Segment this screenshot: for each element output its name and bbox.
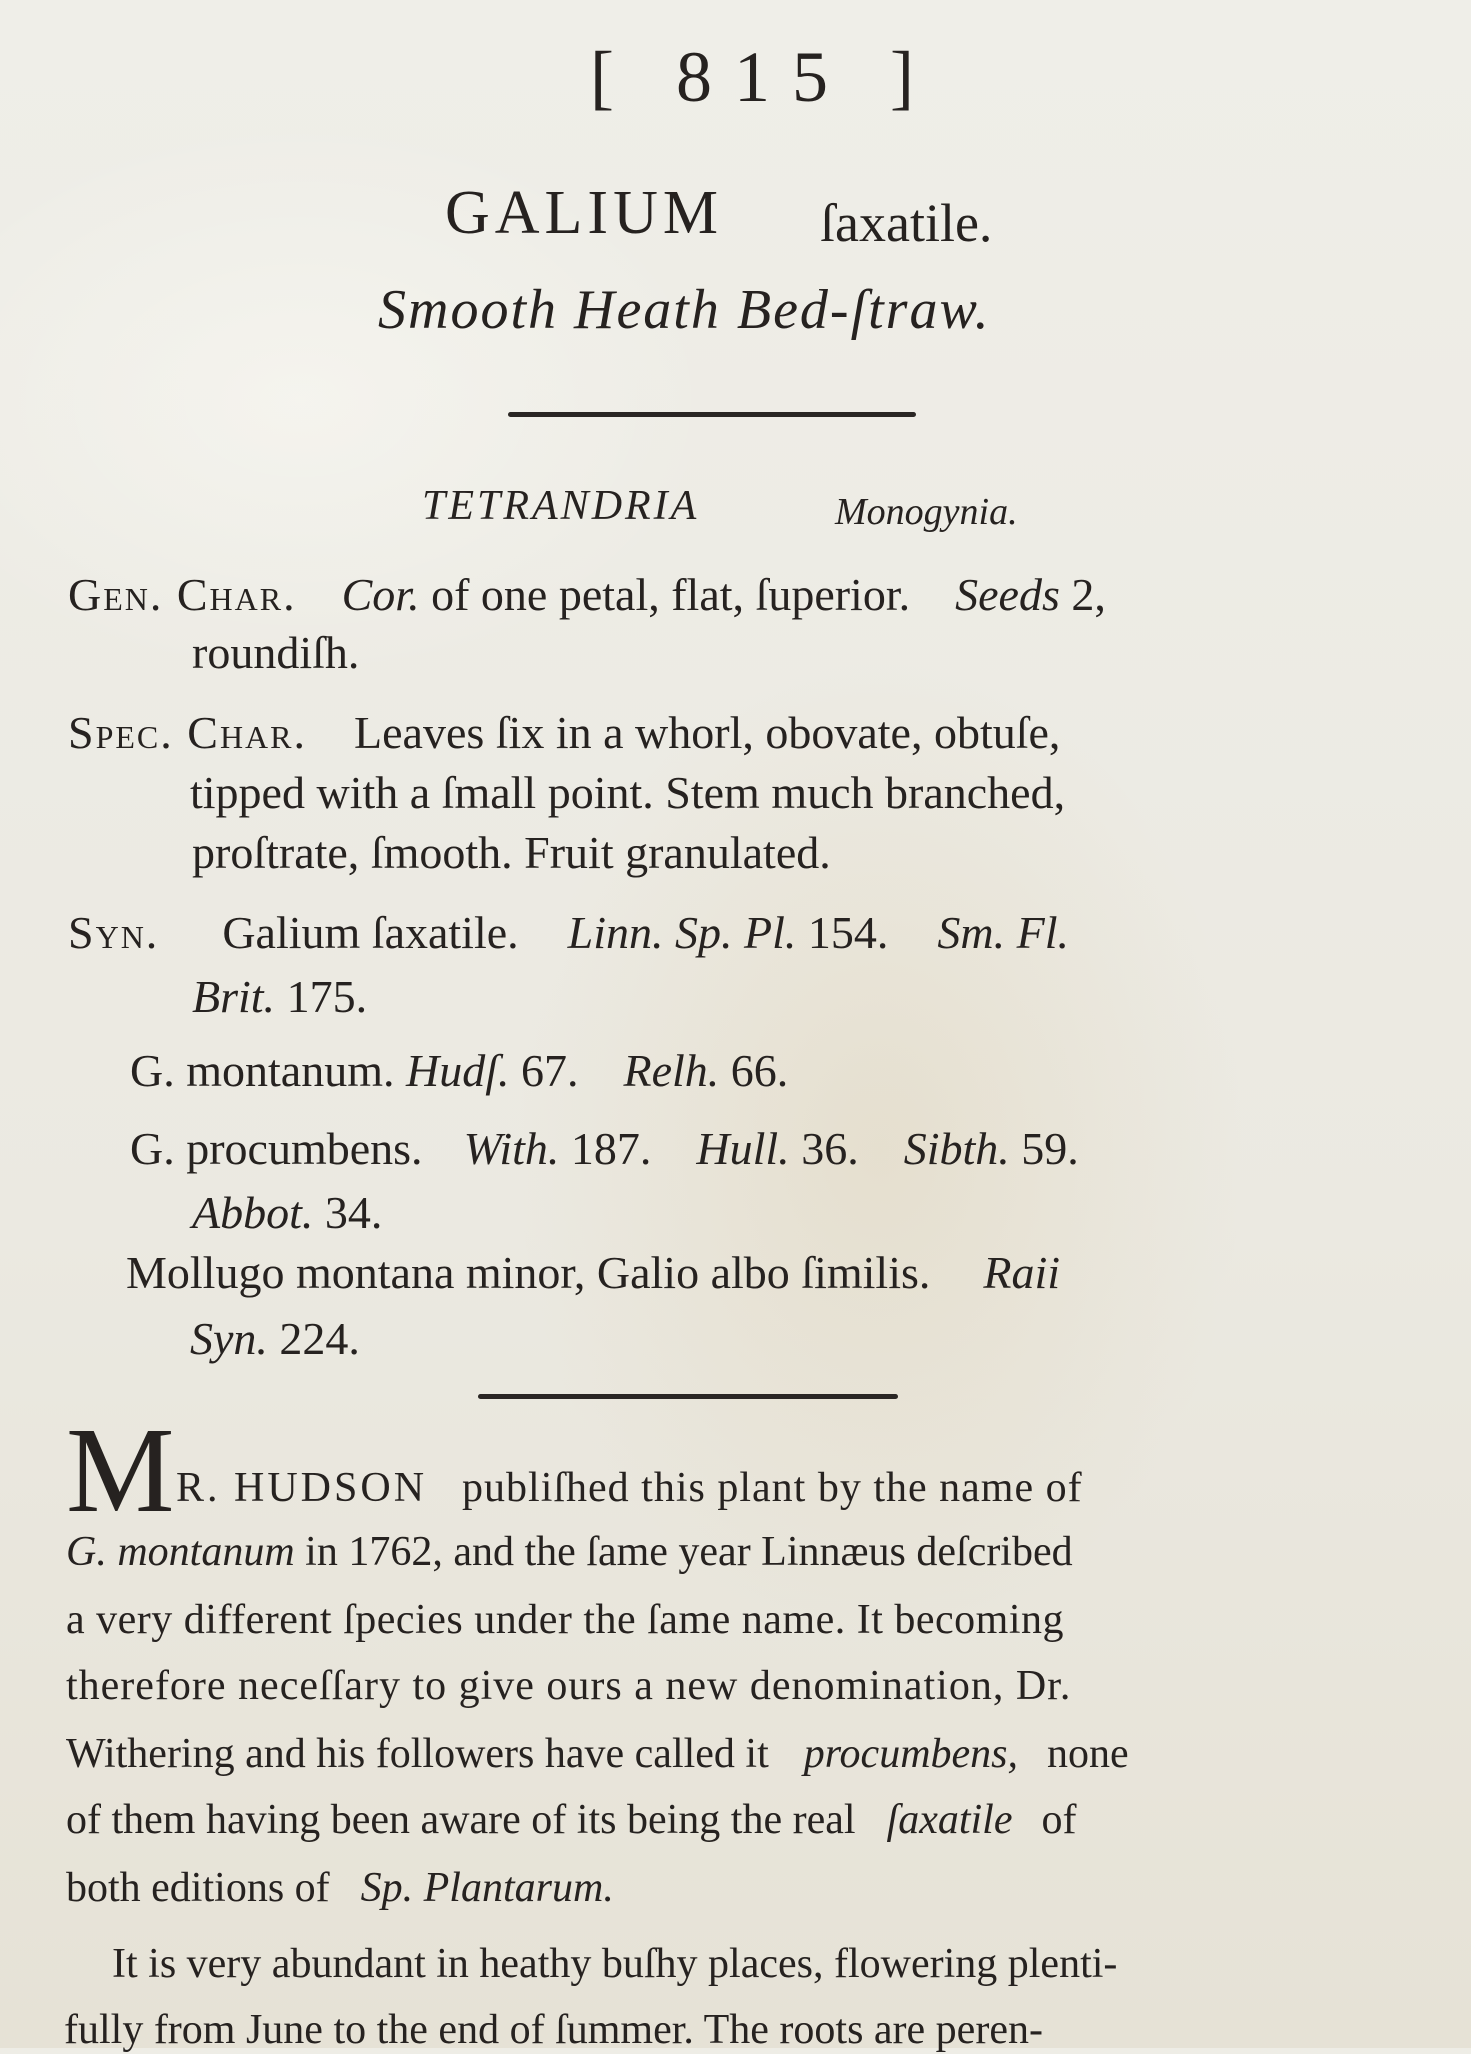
gen-char-line-2: roundiſh. xyxy=(192,627,360,678)
linnaean-order: Monogynia. xyxy=(835,491,1018,533)
body-line-2-text: in 1762, and the ſame year Linnæus deſcribed xyxy=(305,1529,1073,1575)
body-line-3: a very different ſpecies under the ſame name. It becoming xyxy=(66,1597,1064,1643)
gen-char-seeds: Seeds xyxy=(955,569,1060,620)
spec-char-line-1 xyxy=(68,706,1060,759)
syn-ref-relhan-page: 66. xyxy=(730,1045,789,1096)
syn-ref-hull: Hull. xyxy=(696,1123,790,1174)
syn-ref-brit: Brit. xyxy=(192,971,276,1022)
spec-char-label: Spec. Char. xyxy=(68,707,308,758)
body-line-5-text: Withering and his followers have called it xyxy=(66,1731,769,1777)
syn-ref-withering: With. xyxy=(463,1123,560,1174)
linnaean-class: TETRANDRIA xyxy=(422,483,700,529)
title-divider xyxy=(508,412,916,417)
body-line-1 xyxy=(176,1464,1083,1512)
syn-g-montanum: G. montanum. xyxy=(130,1045,395,1096)
gen-char-corolla-text: of one petal, flat, ſuperior. xyxy=(431,569,911,620)
spec-char-line-3: proſtrate, ſmooth. Fruit granulated. xyxy=(192,827,831,878)
syn-ref-abbot: Abbot. xyxy=(192,1187,314,1238)
sp-plantarum-italic: Sp. Plantarum. xyxy=(360,1865,614,1911)
body-paragraph-2-line-1: It is very abundant in heathy buſhy places, flowering plenti- xyxy=(112,1941,1118,1987)
genus-name: GALIUM xyxy=(445,179,723,247)
syn-line-4 xyxy=(130,1122,1079,1175)
syn-line-3 xyxy=(130,1044,788,1097)
body-line-1-text: publiſhed this plant by the name of xyxy=(462,1465,1083,1511)
g-montanum-italic: G. montanum xyxy=(66,1529,295,1575)
species-epithet: ſaxatile. xyxy=(820,193,993,253)
syn-line-1 xyxy=(68,906,1069,959)
hudson-name: R. HUDSON xyxy=(176,1465,428,1511)
body-line-6-text: of them having been aware of its being the real xyxy=(66,1797,856,1843)
syn-mollugo: Mollugo montana minor, Galio albo ſimilis. xyxy=(126,1247,931,1298)
body-line-4: therefore neceſſary to give ours a new denomination, Dr. xyxy=(66,1663,1072,1709)
body-line-6-end: of xyxy=(1041,1797,1077,1843)
syn-ref-sibthorp: Sibth. xyxy=(903,1123,1010,1174)
syn-ref-hull-page: 36. xyxy=(801,1123,859,1174)
syn-ref-hudson: Hudſ. xyxy=(405,1045,510,1096)
spec-char-text-1: Leaves ſix in a whorl, obovate, obtuſe, xyxy=(354,707,1061,758)
body-line-5 xyxy=(66,1730,1129,1778)
body-line-6 xyxy=(66,1796,1077,1844)
gen-char-label: Gen. Char. xyxy=(68,569,297,620)
drop-cap: M xyxy=(66,1403,175,1538)
syn-line-2 xyxy=(192,970,367,1023)
body-line-7-text: both editions of xyxy=(66,1865,330,1911)
syn-line-6 xyxy=(126,1246,1060,1299)
body-paragraph-2-line-2: fully from June to the end of ſummer. The roots are peren- xyxy=(64,2007,1043,2053)
syn-galium-saxatile: Galium ſaxatile. xyxy=(222,907,519,958)
gen-char-line-1 xyxy=(68,568,1106,621)
syn-line-5 xyxy=(192,1186,382,1239)
page-number: [ 815 ] xyxy=(590,37,936,117)
syn-label: Syn. xyxy=(68,907,160,958)
syn-g-procumbens: G. procumbens. xyxy=(130,1123,423,1174)
syn-ref-abbot-page: 34. xyxy=(324,1187,383,1238)
gen-char-seeds-count: 2, xyxy=(1071,569,1106,620)
syn-ref-sibthorp-page: 59. xyxy=(1021,1123,1079,1174)
saxatile-italic: ſaxatile xyxy=(886,1797,1013,1843)
syn-ref-syn-page: 224. xyxy=(279,1313,360,1364)
syn-ref-syn: Syn. xyxy=(190,1313,268,1364)
syn-ref-relhan: Relh. xyxy=(623,1045,720,1096)
spec-char-line-2: tipped with a ſmall point. Stem much branched, xyxy=(190,767,1066,818)
common-name: Smooth Heath Bed-ſtraw. xyxy=(378,279,991,341)
syn-ref-linn: Linn. Sp. Pl. xyxy=(567,907,797,958)
gen-char-cor: Cor. xyxy=(341,569,420,620)
body-line-5-end: none xyxy=(1047,1731,1129,1777)
syn-ref-raii: Raii xyxy=(983,1247,1061,1298)
syn-ref-hudson-page: 67. xyxy=(520,1045,579,1096)
procumbens-italic: procumbens, xyxy=(803,1731,1019,1777)
syn-line-7 xyxy=(190,1312,360,1365)
body-line-2 xyxy=(66,1528,1073,1576)
syn-ref-brit-page: 175. xyxy=(286,971,368,1022)
syn-ref-withering-page: 187. xyxy=(570,1123,652,1174)
section-divider xyxy=(478,1394,898,1399)
body-line-7 xyxy=(66,1864,614,1912)
syn-ref-sm: Sm. Fl. xyxy=(937,907,1070,958)
syn-ref-linn-page: 154. xyxy=(807,907,889,958)
